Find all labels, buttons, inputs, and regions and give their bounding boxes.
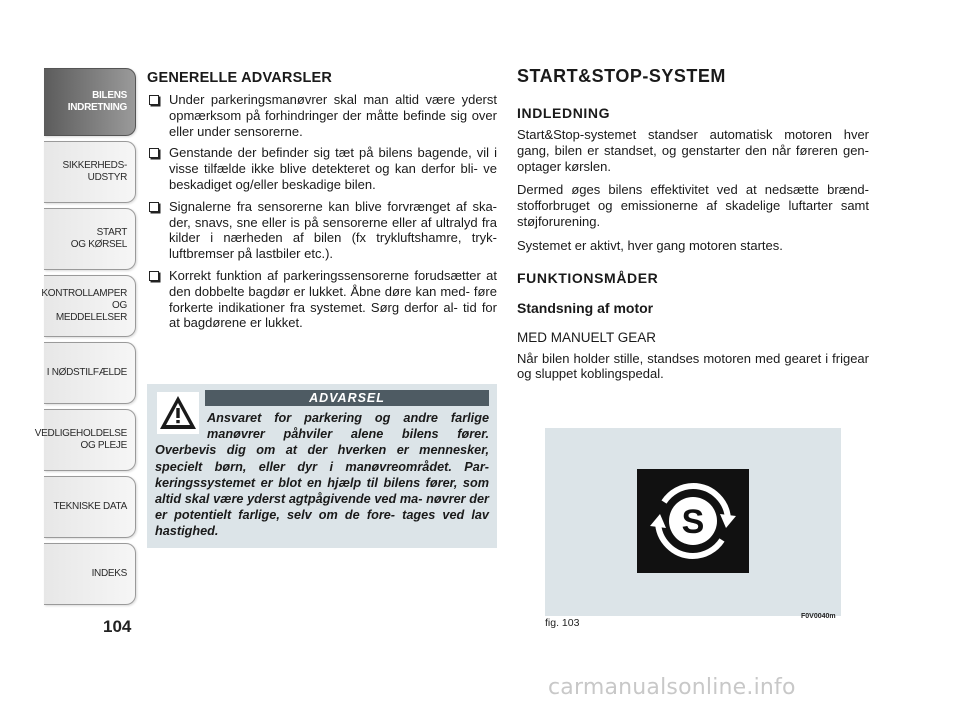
- tab-nodstilfaelde[interactable]: [44, 342, 136, 404]
- start-stop-letter: S: [681, 503, 705, 541]
- tab-label: KONTROLLAMPER OG MEDDELELSER: [41, 288, 127, 323]
- watermark: carmanualsonline.info: [548, 675, 796, 700]
- modes-heading: FUNKTIONSMÅDER: [517, 269, 659, 286]
- page-number: 104: [103, 617, 132, 636]
- tab-bilens-indretning[interactable]: [44, 68, 136, 136]
- tab-label: TEKNISKE DATA: [53, 501, 127, 512]
- warning-box: [147, 384, 497, 548]
- start-stop-section: [517, 66, 869, 390]
- warning-title: ADVARSEL: [205, 390, 489, 406]
- tab-kontrollamper[interactable]: [41, 275, 136, 337]
- tab-label: SIKKERHEDS- UDSTYR: [62, 160, 127, 183]
- intro-heading: INDLEDNING: [517, 105, 611, 121]
- general-warnings-section: [147, 70, 497, 337]
- figure-code: F0V0040m: [801, 613, 836, 620]
- tab-vedligeholdelse[interactable]: [34, 409, 136, 471]
- tab-start-og-korsel[interactable]: [44, 208, 136, 270]
- tab-label: INDEKS: [91, 568, 127, 579]
- figure-label: fig. 103: [545, 617, 580, 629]
- stop-heading: Standsning af motor: [517, 299, 654, 316]
- start-stop-icon: [637, 469, 749, 573]
- tab-indeks[interactable]: [44, 543, 136, 605]
- tab-label: BILENS INDRETNING: [67, 90, 127, 113]
- page-title: START&STOP-SYSTEM: [517, 66, 726, 86]
- tab-label: START OG KØRSEL: [70, 227, 127, 250]
- paragraph: Start&Stop-systemet standser automatisk motoren hver gang, bilen er standset, og genstarter den når føreren gen- optager kørslen.: [517, 127, 869, 174]
- manual-gear-heading: MED MANUELT GEAR: [517, 329, 657, 345]
- start-stop-symbol: [650, 478, 736, 564]
- paragraph: Når bilen holder stille, standses motoren med gearet i frigear og sluppet koblingspedal.: [517, 350, 869, 382]
- tab-tekniske-data[interactable]: [44, 476, 136, 538]
- list-item: Under parkeringsmanøvrer skal man altid være yderst opmærksom på forhindringer der måtte befinde sig over eller under sensorerne.: [147, 92, 497, 139]
- warning-text: Ansvaret for parkering og andre farlige manøvrer påhviler alene bilens fører. Overbevis dig om at der hverken er mennesker, specielt børn, eller dyr i manøvreområdet. Par- keringssystemet er blot en hjælp til bilens fører, som altid skal være yderst agtpågivende ved ma- nøvrer der er potentielt farlige, selv om de fore- tages ved lav hastighed.: [155, 411, 489, 539]
- list-item: Signalerne fra sensorerne kan blive forvrænget af ska- der, snavs, sne eller is på sensorerne eller af ultralyd fra kilder i nærheden af bilen (fx trykluftshamre, tryk- luftbremser på lastbiler etc.).: [147, 199, 497, 262]
- figure-103: [545, 428, 841, 616]
- list-item: Korrekt funktion af parkeringssensorerne forudsætter at den dobbelte bagdør er lukket. Åbne døre kan med- føre forkerte indikationer fra systemet. Sørg derfor al- tid for at bagdørene er lukket.: [147, 268, 497, 331]
- tab-label: VEDLIGEHOLDELSE OG PLEJE: [34, 428, 127, 451]
- warning-list: [147, 92, 497, 331]
- paragraph: Systemet er aktivt, hver gang motoren startes.: [517, 237, 783, 253]
- tab-sikkerhedsudstyr[interactable]: [44, 141, 136, 203]
- chapter-tabs: [34, 68, 136, 610]
- section-heading: GENERELLE ADVARSLER: [147, 70, 333, 86]
- paragraph: Dermed øges bilens effektivitet ved at nedsætte brænd- stofforbruget og emissionerne af skadelige luftarter samt støjforurening.: [517, 182, 869, 229]
- tab-label: I NØDSTILFÆLDE: [46, 367, 127, 378]
- list-item: Genstande der befinder sig tæt på bilens bagende, vil i visse tilfælde ikke blive detekteret og kan derfor bli- ve beskadiget og/eller beskadige bilen.: [147, 145, 497, 192]
